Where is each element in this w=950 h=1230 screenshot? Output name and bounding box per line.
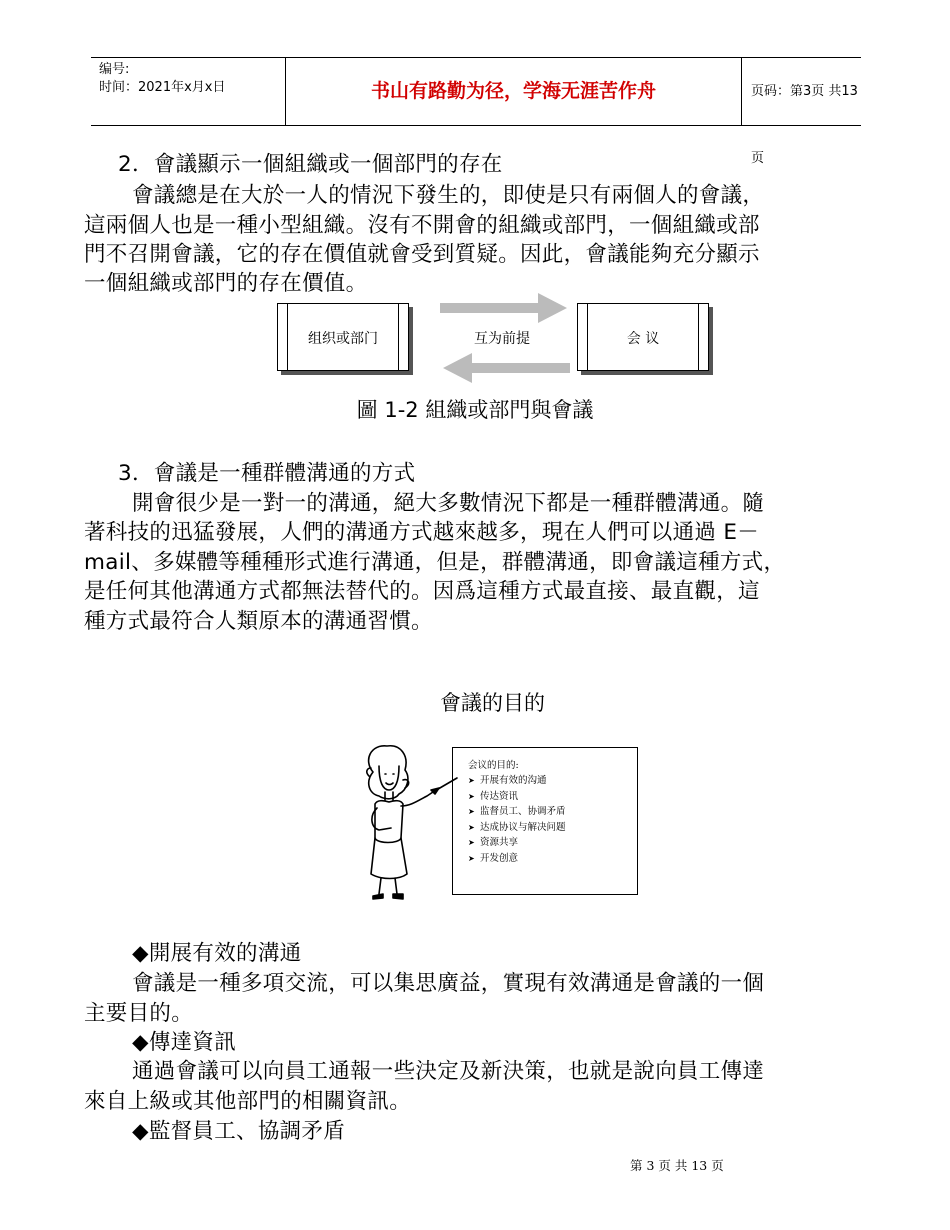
presenter-illustration xyxy=(355,742,465,907)
paragraph-line: 門不召開會議，它的存在價值就會受到質疑。因此，會議能夠充分顯示 xyxy=(84,242,760,267)
paragraph-line: 來自上級或其他部門的相關資訊。 xyxy=(84,1089,412,1114)
list-item: ➤ 开展有效的沟通 xyxy=(468,773,566,789)
purpose-list xyxy=(468,773,566,866)
time-label: 时间：2021年x月x日 xyxy=(99,80,226,95)
item-heading: ◆開展有效的溝通 xyxy=(132,941,302,966)
paragraph-line: 一個組織或部門的存在價值。 xyxy=(84,271,368,296)
arrow-bullet-icon: ➤ xyxy=(468,822,475,832)
arrow-bullet-icon: ➤ xyxy=(468,791,475,801)
arrow-bullet-icon: ➤ xyxy=(468,807,475,816)
paragraph-line: 開會很少是一對一的溝通，絕大多數情況下都是一種群體溝通。隨 xyxy=(132,491,765,516)
figure-caption: 圖 1-2 組織或部門與會議 xyxy=(356,398,594,422)
meeting-box xyxy=(577,303,709,371)
paragraph-line: 主要目的。 xyxy=(84,1001,194,1026)
paragraph-line: mail、多媒體等種種形式進行溝通，但是，群體溝通，即會議這種方式， xyxy=(84,550,786,575)
purpose-board xyxy=(452,747,638,895)
header-motto: 书山有路勤为径，学海无涯苦作舟 xyxy=(285,58,742,125)
arrow-label: 互为前提 xyxy=(474,331,530,347)
list-item: ➤ 资源共享 xyxy=(468,835,566,851)
header-page-label: 页码：第3页 共13页 xyxy=(751,84,858,166)
list-item: ➤ 传达资讯 xyxy=(468,789,566,805)
purpose-title: 會議的目的 xyxy=(440,691,545,715)
page-footer: 第 3 页 共 13 页 xyxy=(630,1158,724,1173)
list-item: ➤ 监督员工、协调矛盾 xyxy=(468,804,566,820)
number-label: 编号: xyxy=(99,62,130,77)
paragraph-line: 通過會議可以向員工通報一些決定及新決策，也就是說向員工傳達 xyxy=(132,1059,765,1084)
arrow-bullet-icon: ➤ xyxy=(468,853,475,863)
board-title: 会议的目的: xyxy=(468,760,519,771)
org-dept-label: 组织或部门 xyxy=(308,331,378,347)
list-item: ➤ 开发创意 xyxy=(468,851,566,867)
paragraph-line: 是任何其他溝通方式都無法替代的。因爲這種方式最直接、最直觀，這 xyxy=(84,579,760,604)
header-meta xyxy=(91,58,285,125)
meeting-label: 会 议 xyxy=(626,331,660,347)
paragraph-line: 著科技的迅猛發展，人們的溝通方式越來越多，現在人們可以通過 E－ xyxy=(84,520,760,545)
arrow-bullet-icon: ➤ xyxy=(468,838,475,847)
paragraph-line: 這兩個人也是一種小型組織。沒有不開會的組織或部門，一個組織或部 xyxy=(84,213,760,238)
left-arrow-icon xyxy=(443,353,570,383)
section-3-heading: 3．會議是一種群體溝通的方式 xyxy=(118,461,416,486)
org-dept-box xyxy=(277,303,409,371)
paragraph-line: 會議總是在大於一人的情況下發生的，即使是只有兩個人的會議， xyxy=(132,183,765,208)
item-heading: ◆傳達資訊 xyxy=(132,1030,237,1055)
section-2-heading: 2．會議顯示一個組織或一個部門的存在 xyxy=(118,152,503,177)
paragraph-line: 種方式最符合人類原本的溝通習慣。 xyxy=(84,609,433,634)
right-arrow-icon xyxy=(440,293,567,323)
paragraph-line: 會議是一種多項交流，可以集思廣益，實現有效溝通是會議的一個 xyxy=(132,971,765,996)
arrow-bullet-icon: ➤ xyxy=(468,776,475,785)
list-item: ➤ 达成协议与解决问题 xyxy=(468,820,566,836)
item-heading: ◆監督員工、協調矛盾 xyxy=(132,1119,346,1144)
